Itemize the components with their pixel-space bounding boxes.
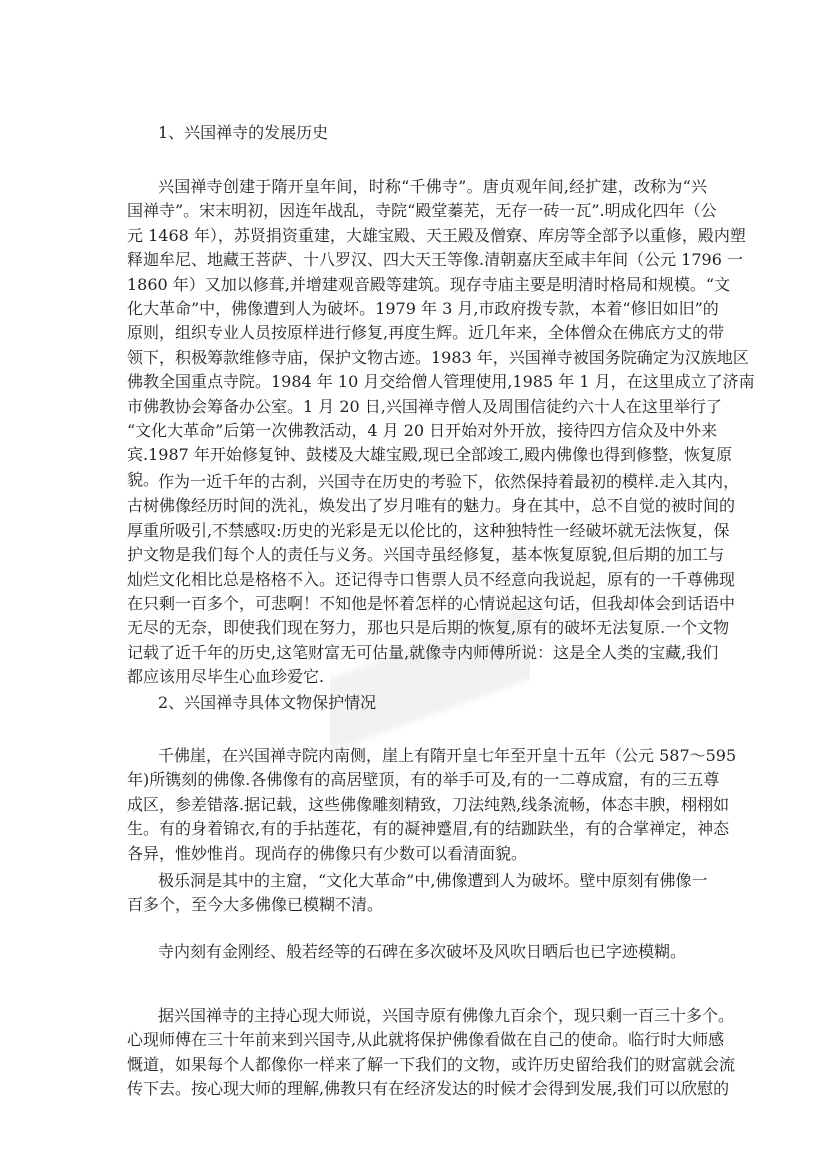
paragraph-line: 心现师傅在三十年前来到兴国寺,从此就将保护佛像看做在自己的使命。临行时大师感 [127,1030,725,1050]
paragraph-line: 据兴国禅寺的主持心现大师说，兴国寺原有佛像九百余个，现只剩一百三十多个。 [158,1006,735,1025]
section-heading: 2、兴国禅寺具体文物保护情况 [158,693,377,712]
paragraph-line: 化大革命”中，佛像遭到人为破坏。1979 年 3 月,市政府拨专款，本着“修旧如旧”的 [127,299,719,318]
paragraph-line: 古树佛像经历时间的洗礼，焕发出了岁月唯有的魅力。身在其中，总不自觉的被时间的 [127,496,736,516]
paragraph-line: 记载了近千年的历史,这笔财富无可估量,就像寺内师傅所说：这是全人类的宝藏,我们 [127,642,719,662]
paragraph-line: 成区，参差错落.据记载，这些佛像雕刻精致，刀法纯熟,线条流畅，体态丰腴，栩栩如 [127,794,730,814]
paragraph-line: 厚重所吸引,不禁感叹:历史的光彩是无以伦比的，这种独特性一经破坏就无法恢复，保 [127,520,730,540]
paragraph-line: 护文物是我们每个人的责任与义务。兴国寺虽经修复，基本恢复原貌,但后期的加工与 [127,545,725,565]
paragraph-line: 无尽的无奈，即使我们现在努力，那也只是后期的恢复,原有的破坏无法复原.一个文物 [127,618,730,638]
paragraph-line: 极乐洞是其中的主窟，“文化大革命”中,佛像遭到人为破坏。壁中原刻有佛像一 [158,871,708,890]
paragraph-line: 传下去。按心现大师的理解,佛教只有在经济发达的时候才会得到发展,我们可以欣慰的 [127,1079,730,1099]
paragraph-line: 千佛崖，在兴国禅寺院内南侧，崖上有隋开皇七年至开皇十五年（公元 587～595 [158,746,737,765]
paragraph-line: 1860 年）又加以修葺,并增建观音殿等建筑。现存寺庙主要是明清时格局和规模。“文 [127,274,731,294]
paragraph-line: 年)所镌刻的佛像.各佛像有的高居壁顶，有的举手可及,有的一二尊成窟，有的三五尊 [127,770,720,790]
paragraph-line: 释迦牟尼、地藏王菩萨、十八罗汉、四大天王等像.清朝嘉庆至咸丰年间（公元 1796 一 [127,250,743,270]
paragraph-line: 佛教全国重点寺院。1984 年 10 月交给僧人管理使用,1985 年 1 月，在这里成立了济南 [127,372,755,392]
section-heading: 1、兴国禅寺的发展历史 [158,123,329,142]
paragraph-line: 宾.1987 年开始修复钟、鼓楼及大雄宝殿,现已全部竣工,殿内佛像也得到修整，恢复原 [127,445,733,465]
paragraph-line: 寺内刻有金刚经、般若经等的石碑在多次破坏及风吹日晒后也已字迹模糊。 [158,942,687,961]
paragraph-line: 作为一近千年的古刹，兴国寺在历史的考验下，依然保持着最初的模样.走入其内， [158,472,740,491]
paragraph-line: 各异，惟妙惟肖。现尚存的佛像只有少数可以看清面貌。 [127,843,528,863]
paragraph-line: 原则，组织专业人员按原样进行修复,再度生辉。近几年来，全体僧众在佛底方丈的带 [127,323,725,343]
paragraph-line: 生。有的身着锦衣,有的手拈莲花，有的凝神蹙眉,有的结跏趺坐，有的合掌禅定，神态 [127,819,730,839]
paragraph-line: 国禅寺”。宋末明初，因连年战乱，寺院“殿堂蓁芜，无存一砖一瓦”.明成化四年（公 [127,201,717,221]
paragraph-line: 兴国禅寺创建于隋开皇年间，时称“千佛寺”。唐贞观年间,经扩建，改称为“兴 [158,177,707,196]
paragraph-line: 百多个，至今大多佛像已模糊不清。 [127,895,384,915]
paragraph-line: 元 1468 年），苏贤捐资重建，大雄宝殿、天王殿及僧寮、库房等全部予以重修，殿内塑 [127,225,746,245]
paragraph-line: 灿烂文化相比总是格格不入。还记得寺口售票人员不经意向我说起，原有的一千尊佛现 [127,569,736,589]
paragraph-line: 都应该用尽毕生心血珍爱它. [127,667,325,687]
paragraph-line: 在只剩一百多个，可悲啊！不知他是怀着怎样的心情说起这句话，但我却体会到话语中 [127,594,736,613]
paragraph-line: 市佛教协会筹备办公室。1 月 20 日,兴国禅寺僧人及周围信徒约六十人在这里举行了 [127,396,722,416]
paragraph-line: 貌。 [127,469,160,489]
paragraph-line: 领下，积极筹款维修寺庙，保护文物古迹。1983 年，兴国禅寺被国务院确定为汉族地区 [127,347,749,367]
paragraph-line: 慨道，如果每个人都像你一样来了解一下我们的文物，或许历史留给我们的财富就会流 [127,1054,736,1074]
paragraph-line: “文化大革命”后第一次佛教活动，4 月 20 日开始对外开放，接待四方信众及中外来 [127,421,718,440]
